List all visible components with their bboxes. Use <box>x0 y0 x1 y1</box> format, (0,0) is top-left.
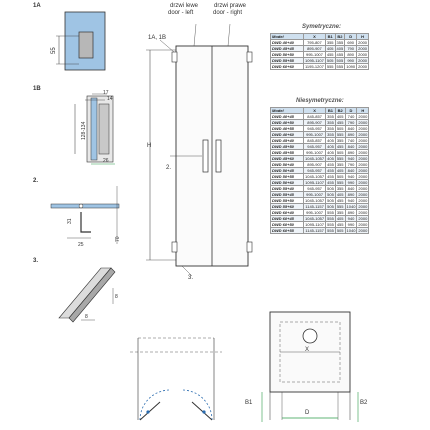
detail-1b-label: 1B <box>33 86 41 92</box>
table-cell: 405 <box>336 167 344 173</box>
table-cell: 2000 <box>358 39 368 45</box>
table-cell: 895-907 <box>304 120 326 126</box>
callout-1a-1b: 1A, 1B <box>148 35 167 41</box>
table-cell: DWD 40+40 <box>271 40 304 46</box>
column-header: Model <box>271 108 304 114</box>
table-cell: 455 <box>336 119 344 125</box>
table-cell: 505 <box>327 185 334 191</box>
table-cell: 895-907 <box>304 162 326 168</box>
table-cell: 355 <box>336 161 344 167</box>
callout-2: 2. <box>166 165 172 171</box>
table-cell: 505 <box>336 173 344 179</box>
table-cell: 840 <box>345 186 357 192</box>
table-cell: 355 <box>336 137 344 143</box>
table-cell: 555 <box>326 63 334 69</box>
table-cell: 1145-1157 <box>305 203 324 209</box>
table-cell: DWD 60+40 <box>271 210 304 216</box>
table-cell: 555 <box>327 215 334 221</box>
table-cell: 2000 <box>358 227 368 233</box>
table-cell: 455 <box>336 221 344 227</box>
column-header: X <box>304 108 326 114</box>
plan-view-open <box>118 332 238 428</box>
table-cell: 355 <box>327 113 334 119</box>
dim-8-right: 8 <box>115 294 118 300</box>
table-cell: 405 <box>327 155 334 161</box>
table-cell: 890 <box>345 150 357 156</box>
table-cell: 2000 <box>358 125 368 131</box>
table-cell: 2000 <box>358 57 368 63</box>
table-cell: 2000 <box>358 45 368 51</box>
plan-label-d: D <box>305 410 310 416</box>
table-cell: DWD 55+60 <box>271 204 304 210</box>
table-cell: 405 <box>336 113 344 119</box>
table-cell: 2000 <box>358 209 368 215</box>
dim-55: 55 <box>51 47 57 54</box>
table-cell: 890 <box>345 210 357 216</box>
table-cell: 455 <box>336 197 344 203</box>
table-cell: 355 <box>336 39 344 45</box>
table-cell: DWD 45+55 <box>271 150 304 156</box>
table-cell: 2000 <box>358 155 368 161</box>
table-cell: 2000 <box>358 51 368 57</box>
table-cell: 945-957 <box>304 144 326 150</box>
table-cell: 1095-1107 <box>305 57 324 63</box>
table-cell: 505 <box>327 203 334 209</box>
table-cell: 405 <box>336 45 344 51</box>
table-cell: DWD 50+40 <box>271 162 304 168</box>
dim-14: 14 <box>107 96 113 102</box>
table-cell: 795-807 <box>304 40 326 46</box>
table-cell: 555 <box>336 131 344 137</box>
table-cell: DWD 45+50 <box>271 144 304 150</box>
table-cell: 1040 <box>346 227 356 233</box>
column-header: X <box>304 34 326 40</box>
door-left-label-pl: drzwi lewe <box>170 3 199 9</box>
table-row <box>271 228 369 234</box>
table-cell: 455 <box>327 179 334 185</box>
column-header: Model <box>271 34 304 40</box>
table-cell: 990 <box>345 58 357 64</box>
table-cell: 945-957 <box>304 126 326 132</box>
table-cell: 945-957 <box>304 168 326 174</box>
table-cell: 995-1007 <box>304 150 326 156</box>
table-cell: 995-1007 <box>304 132 326 138</box>
table-cell: 1095-1107 <box>305 221 324 227</box>
table-cell: 2000 <box>358 161 368 167</box>
table-cell: 1095-1107 <box>305 179 324 185</box>
table-cell: 2000 <box>358 137 368 143</box>
table-cell: DWD 60+45 <box>271 216 304 222</box>
plan-label-b1: B1 <box>245 400 253 406</box>
table-cell: 455 <box>327 173 334 179</box>
column-header: B1 <box>325 34 335 40</box>
table-cell: DWD 40+55 <box>271 126 304 132</box>
table-cell: 455 <box>336 143 344 149</box>
table-cell: 355 <box>327 125 334 131</box>
table-cell: 555 <box>336 63 344 69</box>
table-cell: 890 <box>345 52 357 58</box>
dim-26: 26 <box>103 158 109 164</box>
table-cell: DWD 45+45 <box>271 46 304 52</box>
table-cell: 555 <box>327 221 334 227</box>
table-cell: 2000 <box>358 197 368 203</box>
table-cell: 505 <box>327 191 334 197</box>
table-cell: 555 <box>327 209 334 215</box>
detail-1a-label: 1A <box>33 3 41 9</box>
table-cell: DWD 60+60 <box>271 64 304 70</box>
table-cell: 355 <box>336 185 344 191</box>
table-row <box>271 64 369 70</box>
table-cell: 2000 <box>358 63 368 69</box>
table-cell: DWD 45+40 <box>271 138 304 144</box>
dim-31: 31 <box>67 218 73 224</box>
table-cell: 555 <box>336 155 344 161</box>
table-cell: DWD 40+60 <box>271 132 304 138</box>
door-right-label-en: door - right <box>213 10 243 16</box>
table-cell: 845-857 <box>304 138 326 144</box>
detail-1a-drawing <box>45 10 125 80</box>
table-cell: DWD 50+55 <box>271 174 304 180</box>
asymmetric-title: Niesymetryczne: <box>296 98 344 104</box>
table-cell: 505 <box>336 125 344 131</box>
table-cell: 2000 <box>358 119 368 125</box>
table-cell: 790 <box>345 120 357 126</box>
column-header: B2 <box>335 108 345 114</box>
table-cell: 2000 <box>358 149 368 155</box>
table-cell: 945-957 <box>304 186 326 192</box>
table-cell: DWD 55+45 <box>271 192 304 198</box>
table-cell: 2000 <box>358 203 368 209</box>
dim-128-134: 128-134 <box>81 121 87 140</box>
table-cell: DWD 50+50 <box>271 52 304 58</box>
column-header: B2 <box>335 34 345 40</box>
table-cell: 1045-1057 <box>305 197 325 203</box>
table-cell: 2000 <box>358 185 368 191</box>
table-cell: DWD 50+45 <box>271 168 304 174</box>
column-header: H <box>357 34 369 40</box>
table-cell: 455 <box>336 51 344 57</box>
table-cell: 455 <box>327 167 334 173</box>
table-cell: DWD 40+50 <box>271 120 304 126</box>
table-cell: 505 <box>327 197 334 203</box>
table-cell: 740 <box>345 138 357 144</box>
table-cell: 555 <box>327 227 334 233</box>
table-cell: 1090 <box>346 63 356 69</box>
table-cell: 505 <box>336 57 344 63</box>
table-cell: 2000 <box>358 131 368 137</box>
table-cell: 1145-1157 <box>305 227 324 233</box>
table-cell: 990 <box>345 222 357 228</box>
dim-17: 17 <box>103 90 109 96</box>
column-header: H <box>357 108 369 114</box>
dim-25: 25 <box>78 242 84 248</box>
table-cell: 1195-1207 <box>305 63 324 69</box>
plan-view-dimensions <box>252 302 372 428</box>
table-cell: 2000 <box>358 113 368 119</box>
table-cell: 405 <box>336 215 344 221</box>
table-cell: 405 <box>326 45 334 51</box>
door-elevation-drawing <box>140 20 260 285</box>
table-cell: 505 <box>336 227 344 233</box>
table-cell: 990 <box>345 180 357 186</box>
table-cell: 2000 <box>358 221 368 227</box>
table-cell: 690 <box>345 40 357 46</box>
table-cell: DWD 60+50 <box>271 222 304 228</box>
column-header: B1 <box>326 108 336 114</box>
table-cell: 355 <box>327 131 334 137</box>
table-cell: 790 <box>345 46 357 52</box>
table-cell: 940 <box>345 198 357 204</box>
table-cell: 1040 <box>346 203 356 209</box>
table-cell: 995-1007 <box>304 210 326 216</box>
table-cell: 355 <box>326 39 334 45</box>
table-cell: 2000 <box>358 215 368 221</box>
dim-8-bottom: 8 <box>85 314 88 320</box>
column-header: D <box>345 34 357 40</box>
table-cell: 1045-1057 <box>305 155 325 161</box>
table-cell: DWD 45+60 <box>271 156 304 162</box>
table-cell: 2000 <box>358 167 368 173</box>
table-cell: DWD 40+45 <box>271 114 304 120</box>
column-header: D <box>345 108 357 114</box>
table-cell: 2000 <box>358 179 368 185</box>
table-cell: 505 <box>326 57 334 63</box>
plan-label-b2: B2 <box>360 400 368 406</box>
table-cell: 2000 <box>358 191 368 197</box>
callout-3: 3. <box>188 275 194 281</box>
table-cell: 505 <box>336 149 344 155</box>
table-cell: 995-1007 <box>304 52 326 58</box>
table-cell: 455 <box>326 51 334 57</box>
table-cell: 1045-1057 <box>305 215 325 221</box>
detail-2-drawing <box>45 182 125 252</box>
table-cell: 355 <box>336 209 344 215</box>
door-left-label-en: door - left <box>168 10 194 16</box>
table-cell: DWD 50+60 <box>271 180 304 186</box>
table-cell: 405 <box>327 143 334 149</box>
table-cell: 355 <box>327 119 334 125</box>
table-cell: 845-857 <box>304 114 326 120</box>
table-cell: 995-1007 <box>304 192 326 198</box>
detail-2-label: 2. <box>33 178 39 184</box>
table-cell: 405 <box>327 149 334 155</box>
table-cell: 940 <box>345 156 357 162</box>
dim-70: 70 <box>115 236 121 242</box>
table-cell: 940 <box>345 216 357 222</box>
table-cell: DWD 60+55 <box>271 228 304 234</box>
table-cell: 2000 <box>358 173 368 179</box>
table-cell: 840 <box>345 168 357 174</box>
plan-label-x: X <box>305 347 310 353</box>
height-label: H <box>147 143 152 149</box>
table-cell: 840 <box>345 144 357 150</box>
table-cell: 555 <box>336 179 344 185</box>
symmetric-title: Symetryczne: <box>302 24 342 30</box>
detail-3-drawing <box>45 262 125 324</box>
asymmetric-table <box>270 107 369 234</box>
table-cell: 790 <box>345 162 357 168</box>
table-cell: 555 <box>336 203 344 209</box>
detail-3-label: 3. <box>33 258 39 264</box>
table-cell: 890 <box>345 192 357 198</box>
table-cell: 740 <box>345 114 357 120</box>
table-cell: 405 <box>327 137 334 143</box>
table-cell: DWD 55+40 <box>271 186 304 192</box>
door-right-label-pl: drzwi prawe <box>214 3 247 9</box>
table-cell: 940 <box>345 174 357 180</box>
table-cell: 405 <box>336 191 344 197</box>
table-cell: 840 <box>345 126 357 132</box>
table-cell: 895-907 <box>304 46 326 52</box>
table-cell: 455 <box>327 161 334 167</box>
table-cell: DWD 55+55 <box>271 58 304 64</box>
symmetric-table <box>270 33 369 70</box>
table-cell: 1045-1057 <box>305 173 325 179</box>
detail-1b-drawing <box>45 90 125 170</box>
table-cell: 890 <box>345 132 357 138</box>
table-cell: 2000 <box>358 143 368 149</box>
table-cell: DWD 55+50 <box>271 198 304 204</box>
